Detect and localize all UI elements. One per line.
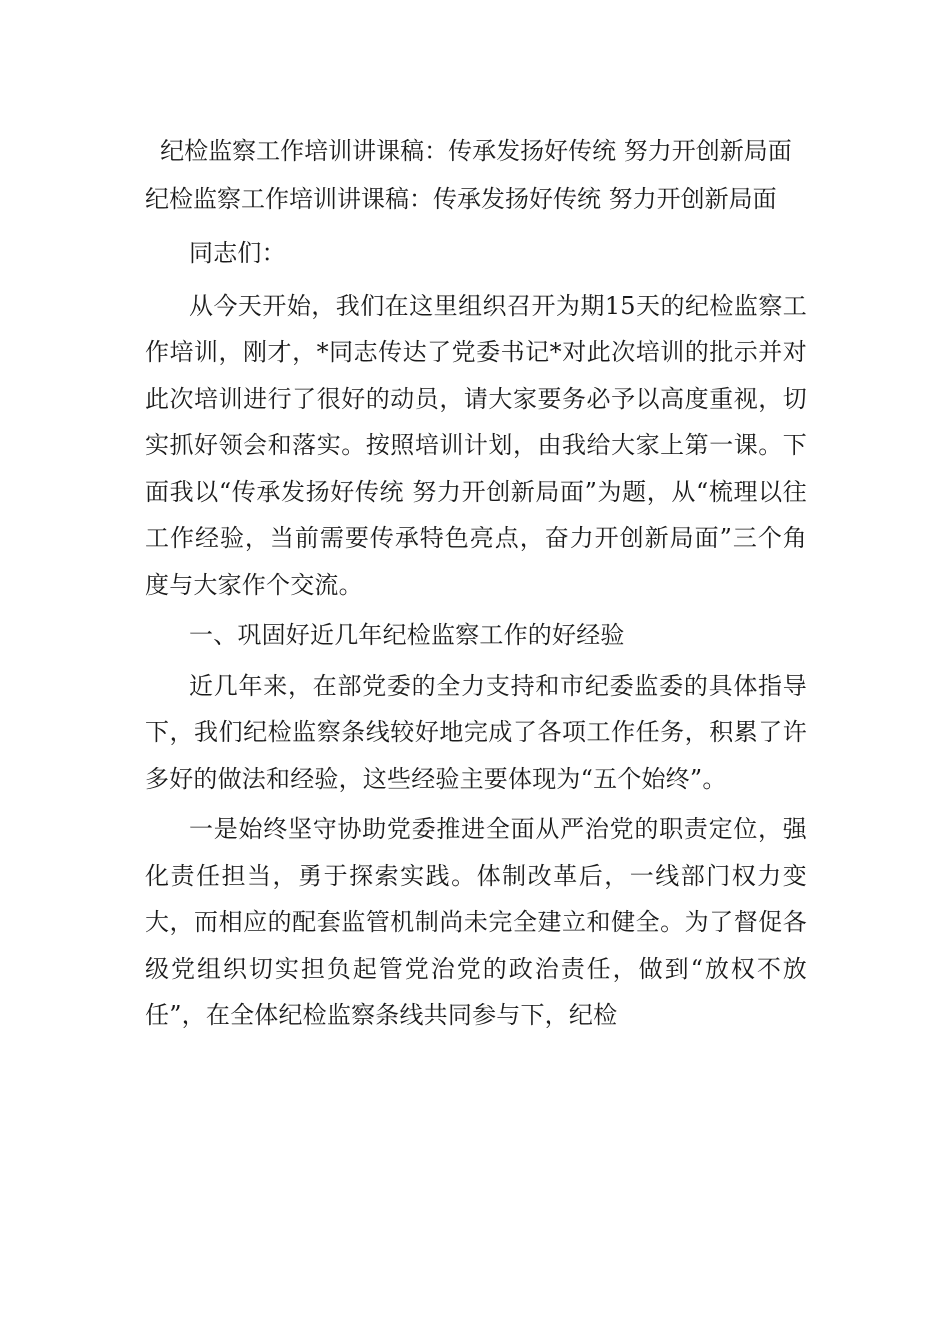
document-subtitle: 纪检监察工作培训讲课稿：传承发扬好传统 努力开创新局面 — [145, 185, 777, 213]
paragraph-experience: 近几年来，在部党委的全力支持和市纪委监委的具体指导下，我们纪检监察条线较好地完成了各项工作任务，积累了许多好的做法和经验，这些经验主要体现为“五个始终”。 — [145, 671, 807, 793]
document-title: 纪检监察工作培训讲课稿：传承发扬好传统 努力开创新局面 — [160, 137, 792, 165]
paragraph-point-one: 一是始终坚守协助党委推进全面从严治党的职责定位，强化责任担当，勇于探索实践。体制改革后，一线部门权力变大，而相应的配套监管机制尚未完全建立和健全。为了督促各级党组织切实担负起管党治党的政治责任，做到“放权不放任”，在全体纪检监察条线共同参与下，纪检 — [145, 815, 807, 1029]
greeting: 同志们： — [189, 239, 286, 267]
section-heading: 一、巩固好近几年纪检监察工作的好经验 — [189, 621, 625, 649]
paragraph-intro: 从今天开始，我们在这里组织召开为期15天的纪检监察工作培训，刚才，*同志传达了党委书记*对此次培训的批示并对此次培训进行了很好的动员，请大家要务必予以高度重视，切实抓好领会和落实。按照培训计划，由我给大家上第一课。下面我以“传承发扬好传统 努力开创新局面”为题，从“梳理以往工作经验，当前需要传承特色亮点，奋力开创新局面”三个角度与大家作个交流。 — [145, 291, 807, 599]
document-page — [145, 128, 807, 1043]
